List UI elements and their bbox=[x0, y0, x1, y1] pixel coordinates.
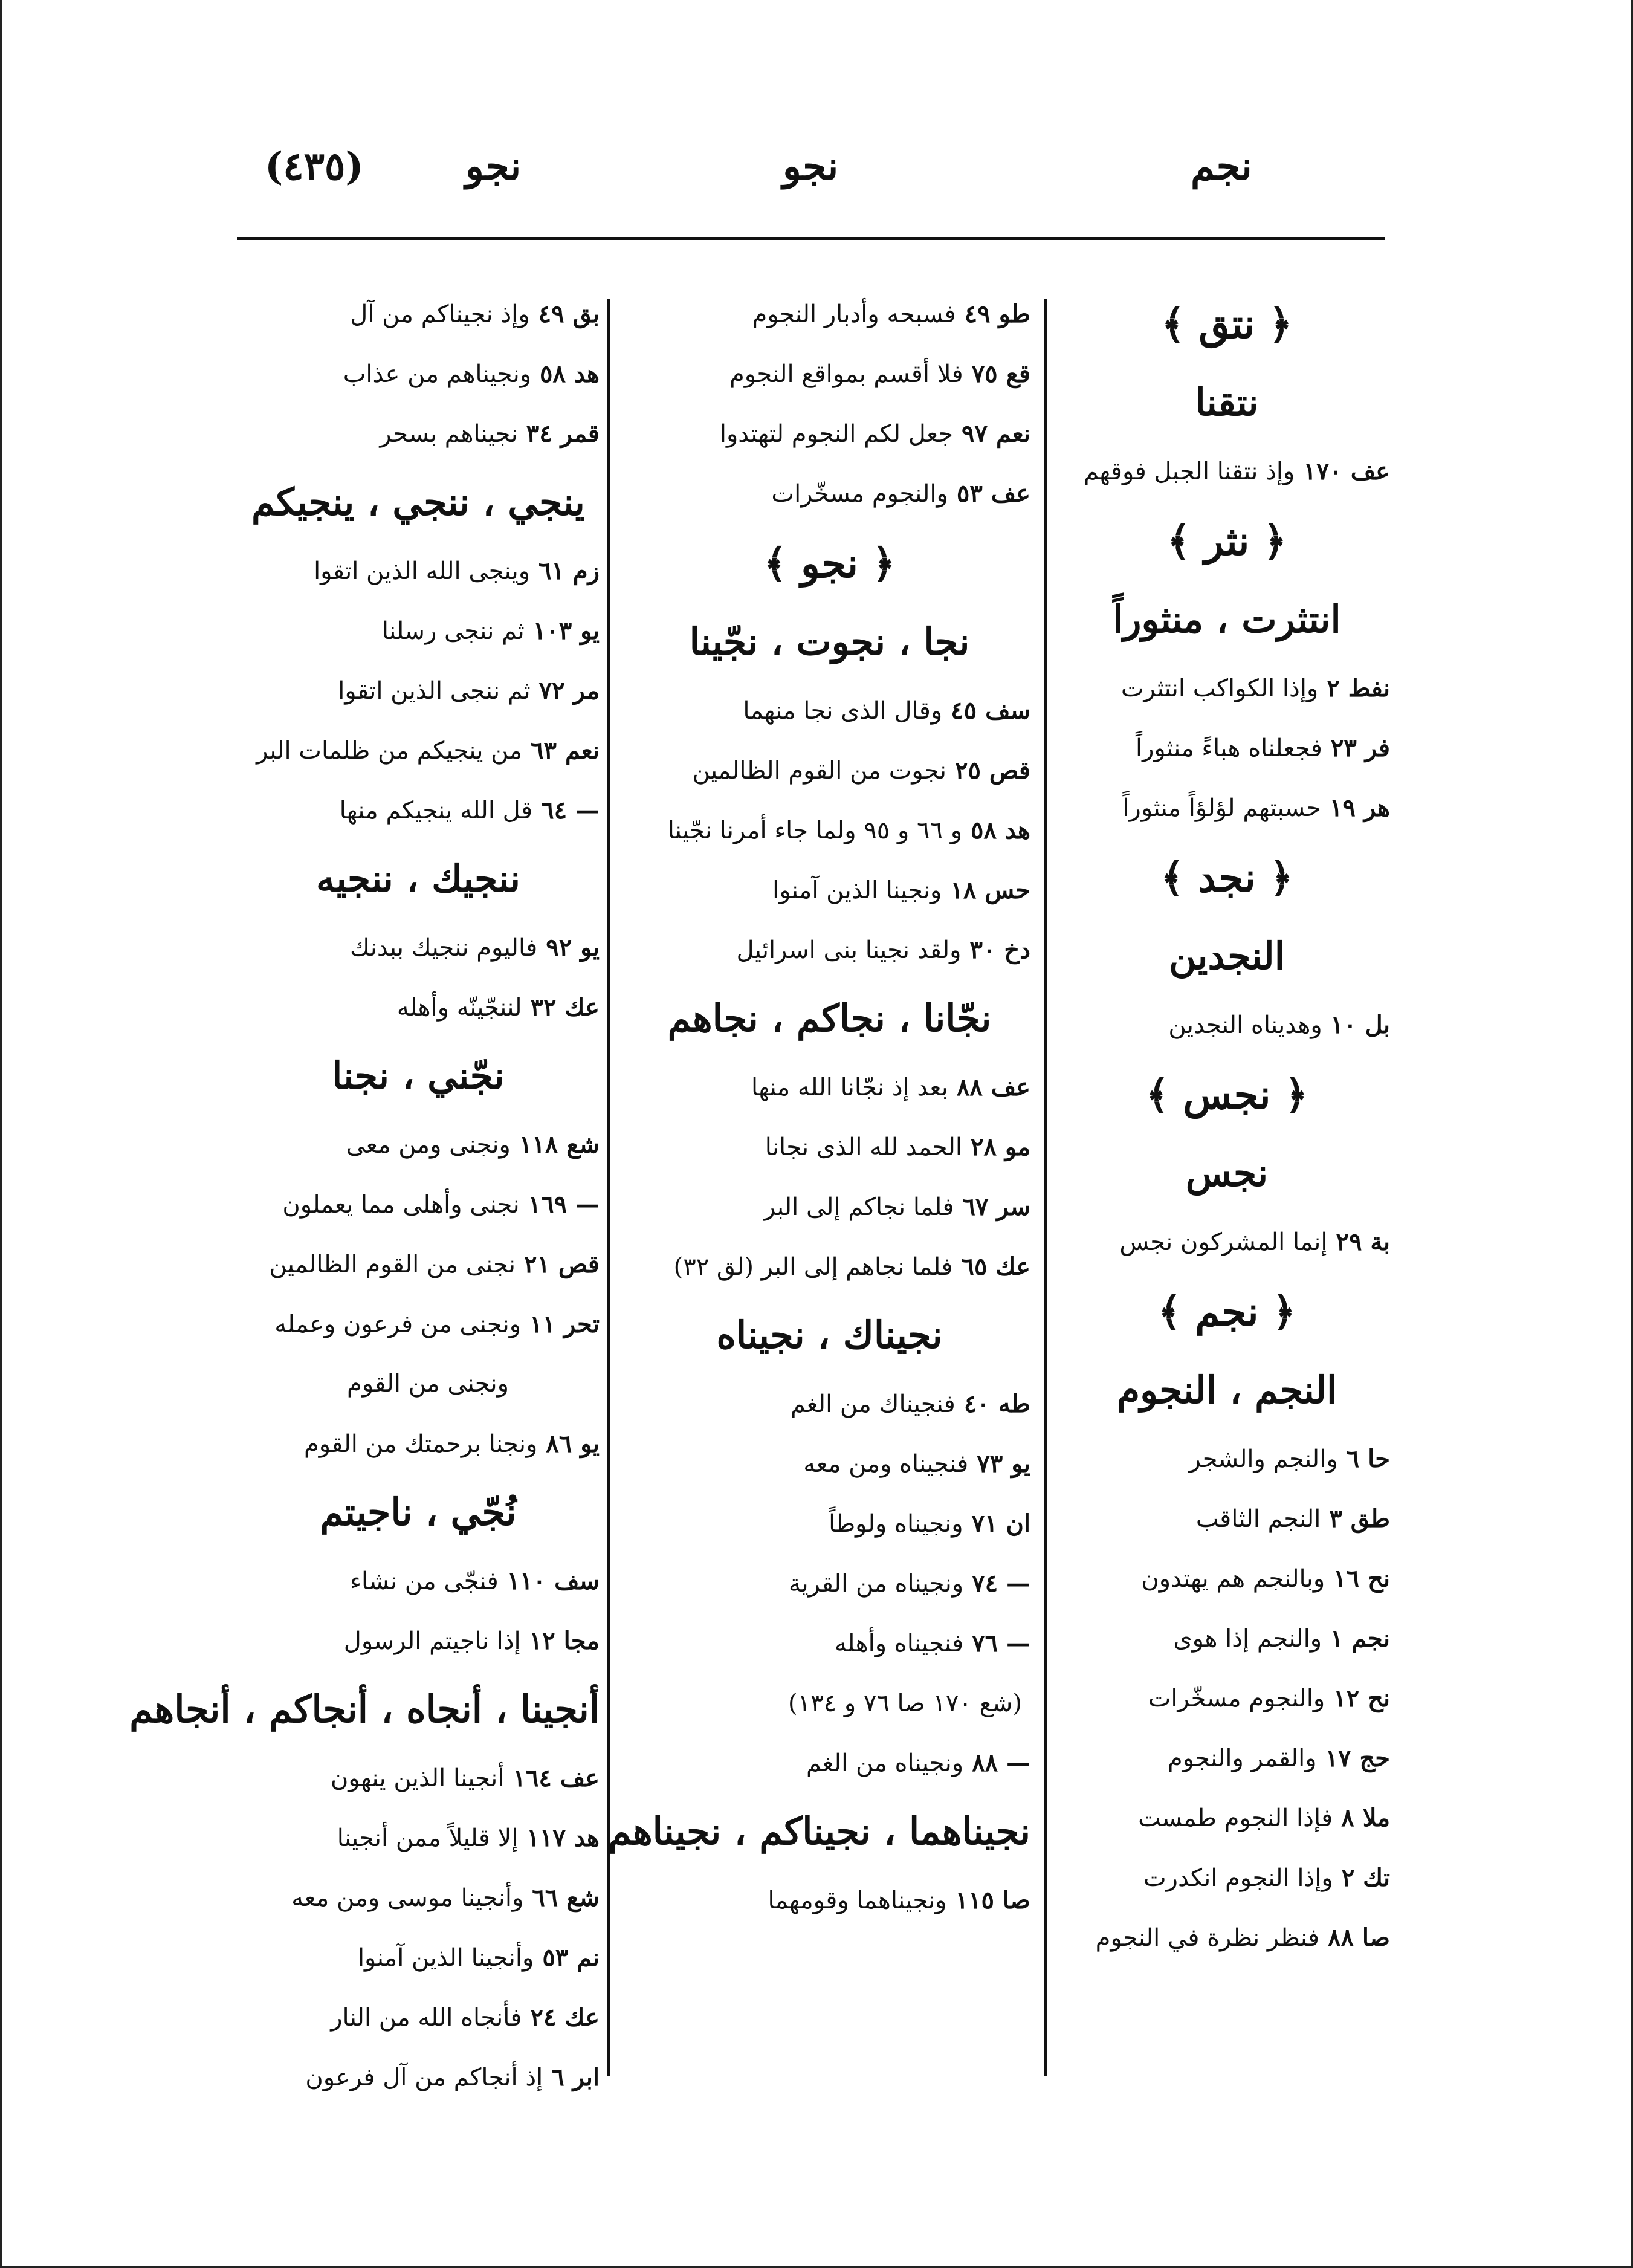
citation-text: فنجيناك من الغم bbox=[790, 1390, 956, 1418]
citation-entry bbox=[237, 918, 600, 977]
citation-entry bbox=[629, 681, 1030, 740]
citation-text: إذ أنجاكم من آل فرعون bbox=[305, 2064, 543, 2091]
citation-text: وبالنجم هم يهتدون bbox=[1141, 1565, 1325, 1593]
citation-text: النجم الثاقب bbox=[1195, 1505, 1321, 1533]
citation-ref: هر ١٩ bbox=[1329, 794, 1390, 822]
citation-entry bbox=[237, 1928, 600, 1988]
citation-ref: دخ ٣٠ bbox=[969, 936, 1030, 964]
root-heading: ﴿ نثر ﴾ bbox=[1167, 517, 1287, 565]
citation-entry bbox=[237, 1294, 600, 1354]
citation-text: وقال الذى نجا منهما bbox=[743, 697, 943, 725]
citation-text: والقمر والنجوم bbox=[1167, 1745, 1317, 1772]
word-form-heading: نجّني ، نجنا bbox=[332, 1054, 505, 1098]
column-divider-right bbox=[1044, 299, 1047, 2076]
word-form-heading: نُجّي ، ناجيتم bbox=[320, 1490, 517, 1534]
citation-text: وينجى الله الذين اتقوا bbox=[314, 557, 531, 585]
citation-ref: عف ٥٣ bbox=[956, 479, 1030, 508]
citation-text: نجوت من القوم الظالمين bbox=[692, 757, 946, 785]
citation-entry bbox=[629, 1870, 1030, 1930]
citation-entry bbox=[237, 601, 600, 661]
citation-text: قل الله ينجيكم منها bbox=[339, 797, 533, 825]
citation-ref: نفط ٢ bbox=[1327, 674, 1390, 702]
citation-text: و ٦٦ و ٩٥ ولما جاء أمرنا نجّينا bbox=[667, 817, 963, 844]
citation-text: وهديناه النجدين bbox=[1168, 1011, 1322, 1039]
word-form-heading: ينجي ، ننجي ، ينجيكم bbox=[251, 480, 585, 524]
citation-text: والنجم إذا هوى bbox=[1173, 1625, 1322, 1653]
header-word-left: نجو bbox=[465, 144, 522, 189]
citation-entry bbox=[237, 344, 600, 404]
citation-text: ونجنى من فرعون وعمله bbox=[274, 1311, 522, 1338]
left-column bbox=[129, 284, 600, 2107]
citation-entry bbox=[237, 721, 600, 780]
citation-ref: بة ٢٩ bbox=[1336, 1228, 1390, 1256]
citation-ref: قص ٢٥ bbox=[954, 756, 1030, 785]
citation-text: ولقد نجينا بنى اسرائيل bbox=[736, 936, 962, 964]
citation-text: فجعلناه هباءً منثوراً bbox=[1135, 734, 1322, 762]
citation-text: ونجيناه من الغم bbox=[806, 1749, 964, 1777]
citation-text: فلما نجاكم إلى البر bbox=[763, 1193, 954, 1221]
citation-entry bbox=[1064, 1908, 1390, 1968]
citation-text: فسبحه وأدبار النجوم bbox=[752, 300, 956, 328]
citation-entry bbox=[629, 800, 1030, 860]
citation-entry bbox=[237, 977, 600, 1037]
citation-ref: — ٧٦ bbox=[972, 1629, 1030, 1657]
citation-ref: — ١٦٩ bbox=[528, 1190, 600, 1219]
citation-text: ونجينا الذين آمنوا bbox=[772, 876, 942, 904]
citation-ref: نعم ٦٣ bbox=[531, 736, 600, 765]
citation-text: والنجم والشجر bbox=[1189, 1445, 1338, 1473]
citation-entry bbox=[237, 1748, 600, 1808]
citation-text: فلا أقسم بمواقع النجوم bbox=[729, 360, 963, 388]
citation-entry bbox=[1064, 1728, 1390, 1788]
citation-entry bbox=[1064, 1212, 1390, 1272]
citation-entry bbox=[629, 1237, 1030, 1297]
citation-text: فنجيناه وأهله bbox=[834, 1630, 964, 1657]
citation-entry bbox=[237, 780, 600, 840]
citation-text: وأنجينا الذين آمنوا bbox=[357, 1944, 534, 1972]
citation-entry bbox=[237, 1868, 600, 1928]
citation-entry bbox=[1064, 995, 1390, 1055]
citation-entry bbox=[629, 860, 1030, 920]
citation-ref: عك ٢٤ bbox=[530, 2003, 600, 2032]
root-heading: ﴿ نجد ﴾ bbox=[1160, 854, 1293, 901]
citation-text: والنجوم مسخّرات bbox=[1148, 1685, 1325, 1712]
citation-entry bbox=[1064, 718, 1390, 778]
citation-ref: مر ٧٢ bbox=[538, 676, 600, 705]
citation-ref: — ٦٤ bbox=[541, 796, 600, 825]
citation-text: ونجيناه من القرية bbox=[789, 1570, 964, 1598]
citation-ref: يو ٧٣ bbox=[977, 1450, 1030, 1478]
word-form-heading: النجدين bbox=[1169, 934, 1285, 978]
citation-text: فنجّى من نشاء bbox=[350, 1567, 499, 1595]
citation-text: حسبتهم لؤلؤاً منثوراً bbox=[1122, 794, 1321, 822]
right-column bbox=[1064, 284, 1390, 1968]
citation-entry bbox=[629, 1613, 1030, 1673]
citation-entry bbox=[629, 1733, 1030, 1793]
word-form-heading: ننجيك ، ننجيه bbox=[315, 857, 521, 901]
citation-text: ونجيناهم من عذاب bbox=[343, 360, 532, 388]
citation-continuation bbox=[237, 1354, 600, 1414]
citation-ref: سف ٤٥ bbox=[951, 696, 1030, 725]
citation-ref: نم ٥٣ bbox=[542, 1943, 600, 1972]
citation-ref: حج ١٧ bbox=[1325, 1744, 1390, 1772]
citation-entry bbox=[629, 1374, 1030, 1434]
citation-text: (شع ١٧٠ صا ٧٦ و ١٣٤) bbox=[788, 1690, 1022, 1717]
citation-text: أنجينا الذين ينهون bbox=[330, 1764, 505, 1792]
middle-column bbox=[607, 284, 1030, 1930]
citation-ref: مجا ١٢ bbox=[529, 1627, 600, 1655]
citation-ref: عف ١٦٤ bbox=[513, 1764, 600, 1792]
citation-ref: نح ١٢ bbox=[1333, 1684, 1390, 1712]
root-heading: ﴿ نجو ﴾ bbox=[763, 540, 896, 587]
citation-ref: فر ٢٣ bbox=[1330, 734, 1390, 762]
root-heading: ﴿ نجم ﴾ bbox=[1157, 1288, 1296, 1335]
header-word-center: نجو bbox=[783, 144, 839, 189]
citation-text: فأنجاه الله من النار bbox=[331, 2004, 522, 2032]
citation-ref: عك ٦٥ bbox=[961, 1252, 1030, 1281]
citation-text: نجيناهم بسحر bbox=[380, 420, 518, 448]
citation-ref: سر ٦٧ bbox=[962, 1193, 1030, 1221]
citation-text: جعل لكم النجوم لتهتدوا bbox=[719, 420, 954, 448]
citation-entry bbox=[1064, 1489, 1390, 1549]
citation-ref: يو ٨٦ bbox=[546, 1430, 600, 1458]
citation-ref: شع ١١٨ bbox=[519, 1130, 600, 1159]
citation-ref: حا ٦ bbox=[1346, 1445, 1390, 1473]
citation-entry bbox=[1064, 1429, 1390, 1489]
citation-entry bbox=[629, 920, 1030, 980]
citation-ref: طو ٤٩ bbox=[964, 300, 1030, 328]
citation-text: وأنجينا موسى ومن معه bbox=[291, 1884, 524, 1912]
citation-ref: تك ٢ bbox=[1341, 1864, 1390, 1892]
word-form-heading: انتثرت ، منثوراً bbox=[1113, 597, 1341, 641]
citation-entry bbox=[629, 284, 1030, 344]
citation-entry bbox=[629, 1057, 1030, 1117]
citation-text: وإذا النجوم انكدرت bbox=[1143, 1864, 1333, 1892]
citation-entry bbox=[237, 1611, 600, 1671]
citation-ref: هد ٥٨ bbox=[540, 360, 600, 388]
header-word-right: نجم bbox=[1191, 144, 1252, 189]
citation-entry bbox=[629, 1494, 1030, 1554]
citation-text: ونجيناهما وقومهما bbox=[768, 1887, 947, 1914]
word-form-heading: نتقنا bbox=[1195, 380, 1259, 424]
root-heading: ﴿ نتق ﴾ bbox=[1161, 300, 1293, 348]
citation-text: ونجنى من القوم bbox=[347, 1370, 509, 1398]
word-form-heading: النجم ، النجوم bbox=[1116, 1368, 1337, 1412]
citation-entry bbox=[1064, 778, 1390, 838]
citation-entry bbox=[237, 2047, 600, 2107]
citation-ref: سف ١١٠ bbox=[506, 1567, 600, 1595]
citation-entry bbox=[1064, 441, 1390, 501]
page-number: (٤٣٥) bbox=[265, 144, 364, 189]
citation-ref: ابر ٦ bbox=[551, 2063, 600, 2091]
citation-ref: بق ٤٩ bbox=[538, 300, 600, 328]
citation-entry bbox=[237, 1808, 600, 1868]
citation-ref: طه ٤٠ bbox=[963, 1390, 1030, 1418]
citation-entry bbox=[1064, 1609, 1390, 1668]
citation-entry bbox=[629, 1177, 1030, 1237]
citation-ref: عف ٨٨ bbox=[956, 1073, 1030, 1101]
citation-text: من ينجيكم من ظلمات البر bbox=[256, 737, 523, 765]
citation-ref: تحر ١١ bbox=[529, 1310, 600, 1338]
citation-text: فلما نجاهم إلى البر (لق ٣٢) bbox=[673, 1253, 953, 1281]
citation-text: لننجّينّه وأهله bbox=[396, 994, 522, 1022]
citation-ref: نح ١٦ bbox=[1333, 1564, 1390, 1593]
citation-text: إنما المشركون نجس bbox=[1119, 1228, 1328, 1256]
citation-text: وإذ نتقنا الجبل فوقهم bbox=[1083, 458, 1295, 485]
citation-entry bbox=[629, 1673, 1030, 1733]
citation-text: ثم ننجى الذين اتقوا bbox=[338, 677, 531, 705]
citation-text: وإذا الكواكب انتثرت bbox=[1120, 675, 1319, 702]
citation-entry bbox=[237, 1234, 600, 1294]
citation-ref: عف ١٧٠ bbox=[1303, 457, 1390, 485]
citation-ref: طق ٣ bbox=[1329, 1505, 1390, 1533]
citation-text: ثم ننجى رسلنا bbox=[381, 617, 525, 645]
citation-entry bbox=[237, 1115, 600, 1174]
citation-ref: مو ٢٨ bbox=[971, 1133, 1030, 1161]
citation-text: فاليوم ننجيك ببدنك bbox=[350, 934, 538, 962]
citation-text: ونجيناه ولوطاً bbox=[829, 1510, 963, 1538]
citation-ref: يو ٩٢ bbox=[546, 933, 600, 962]
page-frame-left bbox=[0, 0, 2, 2268]
citation-entry bbox=[629, 404, 1030, 464]
citation-entry bbox=[1064, 1549, 1390, 1609]
citation-entry bbox=[1064, 1848, 1390, 1908]
citation-ref: قمر ٣٤ bbox=[526, 420, 600, 448]
citation-ref: قع ٧٥ bbox=[971, 360, 1030, 388]
citation-entry bbox=[237, 1414, 600, 1474]
citation-text: فنجيناه ومن معه bbox=[803, 1450, 969, 1478]
citation-entry bbox=[237, 661, 600, 721]
citation-text: بعد إذ نجّانا الله منها bbox=[751, 1074, 948, 1101]
citation-ref: — ٨٨ bbox=[972, 1749, 1030, 1777]
citation-ref: زم ٦١ bbox=[538, 557, 600, 585]
header-rule bbox=[237, 237, 1385, 240]
citation-text: الحمد لله الذى نجانا bbox=[765, 1133, 963, 1161]
citation-entry bbox=[237, 1551, 600, 1611]
citation-entry bbox=[629, 1434, 1030, 1494]
citation-text: وإذ نجيناكم من آل bbox=[350, 300, 530, 328]
citation-ref: عك ٣٢ bbox=[530, 993, 600, 1022]
citation-text: إذا ناجيتم الرسول bbox=[343, 1627, 521, 1655]
citation-entry bbox=[629, 344, 1030, 404]
citation-ref: يو ١٠٣ bbox=[532, 617, 600, 645]
citation-entry bbox=[237, 1988, 600, 2047]
citation-text: ونجنى ومن معى bbox=[346, 1131, 511, 1159]
word-form-heading: نجا ، نجوت ، نجّينا bbox=[689, 620, 970, 664]
citation-entry bbox=[1064, 1788, 1390, 1848]
citation-entry bbox=[629, 464, 1030, 523]
citation-ref: قص ٢١ bbox=[523, 1250, 600, 1278]
citation-entry bbox=[629, 1117, 1030, 1177]
citation-text: إلا قليلاً ممن أنجينا bbox=[337, 1824, 519, 1852]
citation-entry bbox=[237, 541, 600, 601]
word-form-heading: نجس bbox=[1185, 1151, 1269, 1195]
citation-ref: هد ٥٨ bbox=[971, 816, 1030, 844]
word-form-heading: نجيناهما ، نجيناكم ، نجيناهم bbox=[607, 1809, 1030, 1853]
citation-text: نجنى من القوم الظالمين bbox=[269, 1251, 516, 1278]
citation-ref: نجم ١ bbox=[1330, 1624, 1390, 1653]
citation-entry bbox=[629, 1554, 1030, 1613]
citation-text: والنجوم مسخّرات bbox=[771, 480, 948, 508]
citation-ref: حس ١٨ bbox=[950, 876, 1030, 904]
citation-ref: صا ٨٨ bbox=[1327, 1923, 1390, 1952]
citation-ref: — ٧٤ bbox=[972, 1569, 1030, 1598]
citation-ref: ان ٧١ bbox=[971, 1509, 1030, 1538]
citation-entry bbox=[1064, 1668, 1390, 1728]
word-form-heading: نجّانا ، نجاكم ، نجاهم bbox=[667, 996, 992, 1040]
citation-entry bbox=[237, 284, 600, 344]
citation-text: نجنى وأهلى مما يعملون bbox=[282, 1191, 520, 1219]
word-form-heading: نجيناك ، نجيناه bbox=[716, 1313, 943, 1357]
citation-ref: هد ١١٧ bbox=[526, 1824, 600, 1852]
citation-ref: شع ٦٦ bbox=[532, 1884, 600, 1912]
citation-text: ونجنا برحمتك من القوم bbox=[303, 1430, 538, 1458]
citation-entry bbox=[629, 740, 1030, 800]
citation-entry bbox=[237, 1174, 600, 1234]
citation-text: فنظر نظرة في النجوم bbox=[1095, 1924, 1319, 1952]
citation-ref: صا ١١٥ bbox=[955, 1886, 1030, 1914]
citation-entry bbox=[1064, 658, 1390, 718]
root-heading: ﴿ نجس ﴾ bbox=[1145, 1071, 1308, 1118]
word-form-heading: أنجينا ، أنجاه ، أنجاكم ، أنجاهم bbox=[129, 1687, 600, 1731]
citation-ref: نعم ٩٧ bbox=[962, 420, 1030, 448]
citation-text: فإذا النجوم طمست bbox=[1138, 1804, 1333, 1832]
citation-ref: ملا ٨ bbox=[1341, 1804, 1390, 1832]
citation-entry bbox=[237, 404, 600, 464]
citation-ref: بل ١٠ bbox=[1330, 1011, 1390, 1039]
